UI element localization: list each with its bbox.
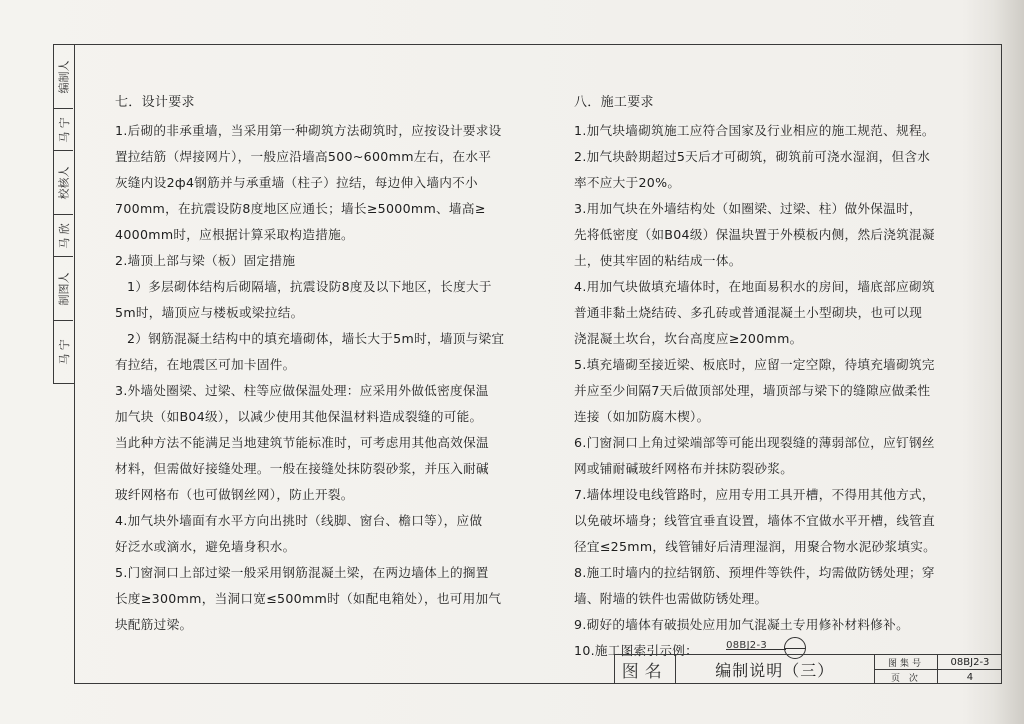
page-number-label: 页 次 [875, 670, 938, 684]
text-line: 玻纤网格布（也可做钢丝网），防止开裂。 [115, 487, 354, 502]
signature-name: 马 欣 [54, 215, 73, 257]
text-line: 墙、附墙的铁件也需做防锈处理。 [574, 591, 768, 606]
section-heading: 八．施工要求 [574, 95, 654, 110]
construction-requirements-body [574, 118, 984, 638]
title-block-meta [875, 655, 1002, 684]
text-line: 6.门窗洞口上角过梁端部等可能出现裂缝的薄弱部位，应钉钢丝 [574, 435, 935, 450]
index-symbol-line [726, 649, 786, 650]
title-block [614, 654, 1002, 684]
text-line: 有拉结，在地震区可加卡固件。 [115, 357, 296, 372]
design-requirements-section [115, 90, 525, 638]
text-line: 4.加气块外墙面有水平方向出挑时（线脚、窗台、檐口等），应做 [115, 513, 483, 528]
signature-role-drafter: 制图人 [54, 257, 73, 321]
text-line: 灰缝内设2ф4钢筋并与承重墙（柱子）拉结，每边伸入墙内不小 [115, 175, 478, 190]
text-line: 先将低密度（如B04级）保温块置于外模板内侧，然后浇筑混凝 [574, 227, 935, 242]
title-block-label: 图名 [615, 655, 676, 684]
page-number-value: 4 [966, 671, 974, 683]
atlas-number-value: 08BJ2-3 [950, 656, 990, 668]
text-line: 5m时，墙顶应与楼板或梁拉结。 [115, 305, 304, 320]
text-line: 2.加气块龄期超过5天后才可砌筑，砌筑前可浇水湿润，但含水 [574, 149, 931, 164]
signature-role-compiler: 编制人 [54, 45, 73, 109]
text-line: 3.用加气块在外墙结构处（如圈梁、过梁、柱）做外保温时， [574, 201, 922, 216]
text-line: 1.加气块墙砌筑施工应符合国家及行业相应的施工规范、规程。 [574, 123, 935, 138]
text-line: 9.砌好的墙体有破损处应用加气混凝土专用修补材料修补。 [574, 617, 909, 632]
design-requirements-body [115, 118, 525, 638]
page-number-row [875, 669, 1002, 684]
text-line: 浇混凝土坎台，坎台高度应≥200mm。 [574, 331, 803, 346]
drawing-title: 编制说明（三） [676, 655, 875, 684]
text-line: 加气块（如B04级），以减少使用其他保温材料造成裂缝的可能。 [115, 409, 483, 424]
signature-strip [53, 44, 74, 384]
text-line: 2.墙顶上部与梁（板）固定措施 [115, 253, 296, 268]
signature-name: 马 宁 [54, 109, 73, 151]
text-line: 以免破坏墙身；线管宜垂直设置，墙体不宜做水平开槽，线管直 [574, 513, 936, 528]
text-line: 普通非黏土烧结砖、多孔砖或普通混凝土小型砌块，也可以现 [574, 305, 923, 320]
text-line: 土，使其牢固的粘结成一体。 [574, 253, 742, 268]
construction-requirements-section [574, 90, 984, 664]
signature-name: 马 宁 [57, 339, 71, 365]
text-line: 700mm，在抗震设防8度地区应通长；墙长≥5000mm、墙高≥ [115, 201, 486, 216]
text-line: 1）多层砌体结构后砌隔墙，抗震设防8度及以下地区，长度大于 [127, 279, 492, 294]
index-example-label: 10.施工图索引示例： [574, 643, 699, 658]
section-heading: 七．设计要求 [115, 95, 195, 110]
text-line: 5.填充墙砌至接近梁、板底时，应留一定空隙，待填充墙砌筑完 [574, 357, 935, 372]
signature-role-checker: 校核人 [54, 151, 73, 215]
atlas-number-label: 图集号 [875, 655, 938, 669]
text-line: 2）钢筋混凝土结构中的填充墙砌体，墙长大于5m时，墙顶与梁宜 [127, 331, 505, 346]
text-line: 7.墙体埋设电线管路时，应用专用工具开槽，不得用其他方式， [574, 487, 935, 502]
text-line: 好泛水或滴水，避免墙身积水。 [115, 539, 296, 554]
text-line: 4000mm时，应根据计算采取构造措施。 [115, 227, 354, 242]
index-symbol-ref: 08BJ2-3 [726, 640, 768, 651]
text-line: 率不应大于20%。 [574, 175, 681, 190]
text-line: 8.施工时墙内的拉结钢筋、预埋件等铁件，均需做防锈处理；穿 [574, 565, 935, 580]
text-line: 5.门窗洞口上部过梁一般采用钢筋混凝土梁，在两边墙体上的搁置 [115, 565, 489, 580]
text-line: 当此种方法不能满足当地建筑节能标准时，可考虑用其他高效保温 [115, 435, 489, 450]
text-line: 连接（如加防腐木楔）。 [574, 409, 710, 424]
text-line: 1.后砌的非承重墙，当采用第一种砌筑方法砌筑时，应按设计要求设 [115, 123, 502, 138]
text-line: 3.外墙处圈梁、过梁、柱等应做保温处理：应采用外做低密度保温 [115, 383, 489, 398]
text-line: 4.用加气块做填充墙体时，在地面易积水的房间，墙底部应砌筑 [574, 279, 935, 294]
text-line: 块配筋过梁。 [115, 617, 193, 632]
atlas-number-row [875, 655, 1002, 669]
text-line: 材料，但需做好接缝处理。一般在接缝处抹防裂砂浆，并压入耐碱 [115, 461, 489, 476]
text-line: 并应至少间隔7天后做顶部处理，墙顶部与梁下的缝隙应做柔性 [574, 383, 931, 398]
text-line: 长度≥300mm，当洞口宽≤500mm时（如配电箱处），也可用加气 [115, 591, 502, 606]
text-line: 网或铺耐碱玻纤网格布并抹防裂砂浆。 [574, 461, 794, 476]
text-line: 置拉结筋（焊接网片），一般应沿墙高500~600mm左右，在水平 [115, 149, 492, 164]
text-line: 径宜≤25mm，线管铺好后清理湿润，用聚合物水泥砂浆填实。 [574, 539, 937, 554]
